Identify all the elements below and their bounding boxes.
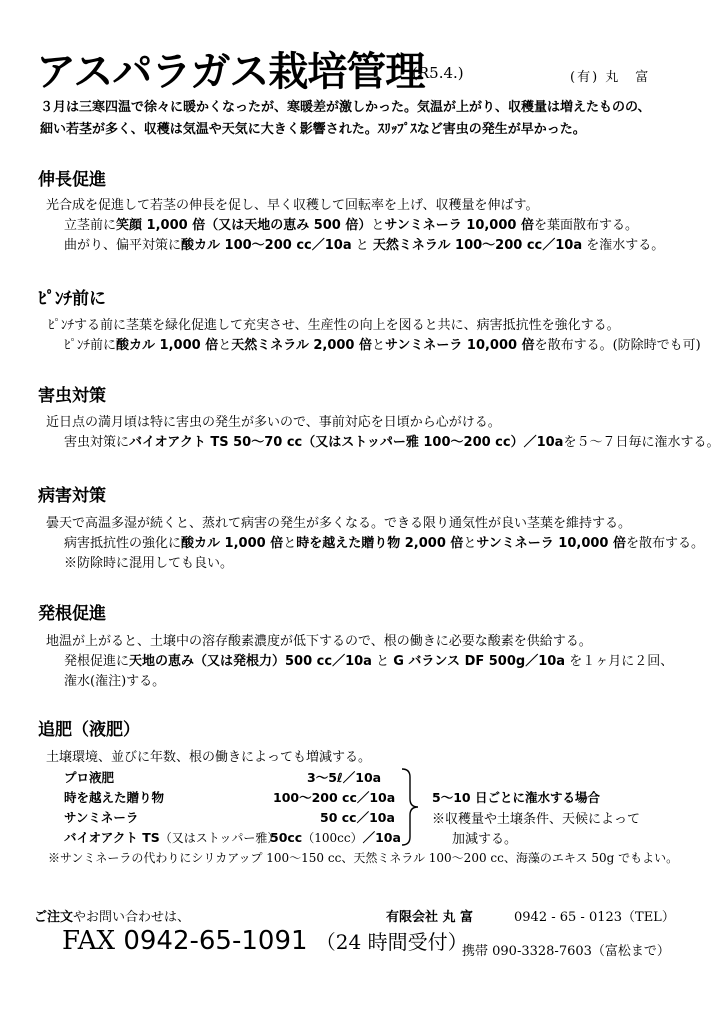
gaichu-text-1: 近日点の満月頃は特に害虫の発生が多いので、事前対応を日頃から心がける。	[46, 415, 501, 430]
inquiry-label: ご注文やお問い合わせは、	[34, 910, 191, 925]
bracket-main: 5～10 日ごとに潅水する場合	[432, 790, 600, 805]
fertilizer-name: バイオアクト TS（又はストッパー雅）	[64, 830, 280, 845]
fax-line: FAX 0942-65-1091 （24 時間受付）	[62, 926, 468, 956]
byogai-text-1: 曇天で高温多湿が続くと、蒸れて病害の発生が多くなる。できる限り通気性が良い茎葉を維持する。	[46, 516, 632, 531]
heading-tsuihi: 追肥（液肥）	[38, 720, 140, 740]
tsuihi-footnote: ※サンミネーラの代わりにシリカアップ 100～150 cc、天然ミネラル 100～200 cc、海藻のエキス 50g でもよい。	[48, 851, 679, 865]
gaichu-text-2: 害虫対策にバイオアクト TS 50～70 cc（又はストッパー雅 100～200 cc）／10aを５～７日毎に潅水する。	[64, 435, 720, 450]
hakkon-text-1: 地温が上がると、土壌中の溶存酸素濃度が低下するので、根の働きに必要な酸素を供給する。	[46, 634, 592, 649]
hakkon-text-2: 発根促進に天地の恵み（又は発根力）500 cc／10a と G バランス DF 500g／10a を１ヶ月に２回、	[64, 654, 674, 669]
bracket-note-2: 加減する。	[452, 832, 518, 847]
pinch-text-2: ﾋﾟﾝﾁ前に酸カル 1,000 倍と天然ミネラル 2,000 倍とサンミネーラ 10,000 倍を散布する。(防除時でも可)	[64, 338, 701, 353]
header-company: (有) 丸 富	[570, 70, 651, 85]
heading-shincho: 伸長促進	[38, 170, 106, 190]
issue-date: (R5.4.)	[412, 64, 464, 82]
fertilizer-rate: 50 cc／10a	[320, 810, 395, 825]
tel-number: 0942 - 65 - 0123（TEL）	[514, 910, 675, 925]
company-name: 有限会社 丸 富	[386, 910, 474, 925]
intro-line-2: 細い若茎が多く、収穫は気温や天気に大きく影響された。ｽﾘｯﾌﾟｽなど害虫の発生が早かった。	[40, 122, 586, 137]
shincho-text-2: 立茎前に笑顔 1,000 倍（又は天地の恵み 500 倍）とサンミネーラ 10,000 倍を葉面散布する。	[64, 218, 638, 233]
fertilizer-name: 時を越えた贈り物	[64, 790, 165, 805]
shincho-text-1: 光合成を促進して若茎の伸長を促し、早く収穫して回転率を上げ、収穫量を伸ばす。	[46, 198, 539, 213]
heading-gaichu: 害虫対策	[38, 386, 106, 406]
heading-pinch: ﾋﾟﾝﾁ前に	[38, 289, 106, 309]
intro-line-1: ３月は三寒四温で徐々に暖かくなったが、寒暖差が激しかった。気温が上がり、収穫量は増えたものの、	[40, 100, 651, 115]
mobile-number: 携帯 090-3328-7603（富松まで）	[462, 944, 670, 959]
hakkon-text-3: 潅水(潅注)する。	[64, 674, 166, 689]
byogai-text-2: 病害抵抗性の強化に酸カル 1,000 倍と時を越えた贈り物 2,000 倍とサンミネーラ 10,000 倍を散布する。	[64, 536, 705, 551]
byogai-text-3: ※防除時に混用しても良い。	[64, 556, 234, 571]
fertilizer-rate: 50cc（100cc）／10a	[270, 830, 401, 845]
heading-byogai: 病害対策	[38, 486, 106, 506]
curly-brace	[400, 767, 422, 847]
page-title: アスパラガス栽培管理	[36, 49, 425, 95]
fertilizer-name: サンミネーラ	[64, 810, 139, 825]
fertilizer-name: プロ液肥	[64, 770, 115, 785]
fertilizer-rate: 3～5ℓ／10a	[307, 770, 382, 785]
bracket-note-1: ※収穫量や土壌条件、天候によって	[432, 812, 641, 827]
tsuihi-text-1: 土壌環境、並びに年数、根の働きによっても増減する。	[46, 750, 372, 765]
pinch-text-1: ﾋﾟﾝﾁする前に茎葉を緑化促進して充実させ、生産性の向上を図ると共に、病害抵抗性を強化する。	[48, 318, 620, 333]
heading-hakkon: 発根促進	[38, 604, 106, 624]
shincho-text-3: 曲がり、偏平対策に酸カル 100～200 cc／10a と 天然ミネラル 100～200 cc／10a を潅水する。	[64, 238, 665, 253]
fertilizer-rate: 100～200 cc／10a	[273, 790, 396, 805]
